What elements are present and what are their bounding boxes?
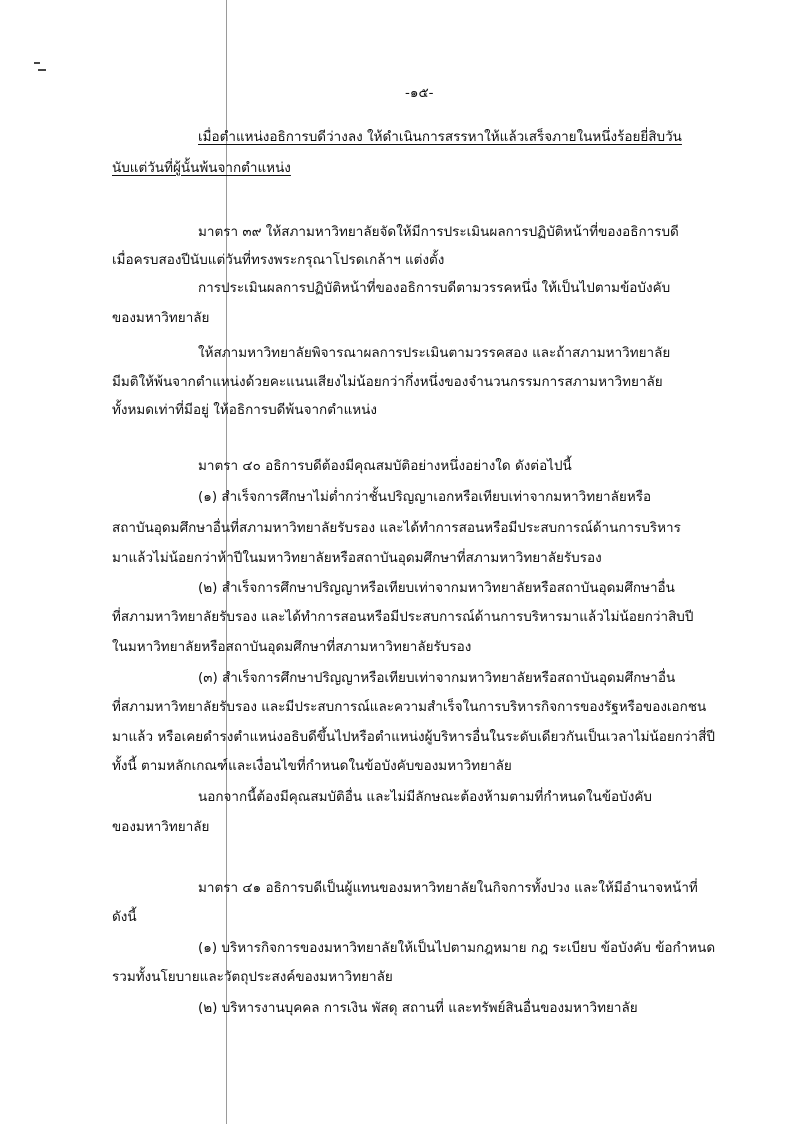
section-39-line: เมื่อครบสองปีนับแต่วันที่ทรงพระกรุณาโปรดเกล้าฯ แต่งตั้ง (112, 252, 445, 268)
section-40-line: ทั้งนี้ ตามหลักเกณฑ์และเงื่อนไขที่กำหนดในข้อบังคับของมหาวิทยาลัย (112, 758, 512, 774)
section-40-line: ที่สภามหาวิทยาลัยรับรอง และได้ทำการสอนหรือมีประสบการณ์ด้านการบริหารมาแล้วไม่น้อยกว่าสิบปี (112, 609, 694, 625)
section-39-line: ของมหาวิทยาลัย (112, 310, 210, 326)
scan-edge-mark (38, 69, 46, 71)
section-41-line: (๒) บริหารงานบุคคล การเงิน พัสดุ สถานที่ และทรัพย์สินอื่นของมหาวิทยาลัย (198, 1000, 638, 1016)
section-40-line: (๓) สำเร็จการศึกษาปริญญาหรือเทียบเท่าจากมหาวิทยาลัยหรือสถาบันอุดมศึกษาอื่น (198, 670, 676, 686)
section-40-line: สถาบันอุดมศึกษาอื่นที่สภามหาวิทยาลัยรับรอง และได้ทำการสอนหรือมีประสบการณ์ด้านการบริหาร (112, 520, 681, 536)
section-40-line: มาแล้วไม่น้อยกว่าห้าปีในมหาวิทยาลัยหรือสถาบันอุดมศึกษาที่สภามหาวิทยาลัยรับรอง (112, 550, 602, 566)
section-40-line: ในมหาวิทยาลัยหรือสถาบันอุดมศึกษาที่สภามหาวิทยาลัยรับรอง (112, 639, 472, 655)
section-40-line: มาแล้ว หรือเคยดำรงตำแหน่งอธิบดีขึ้นไปหรือตำแหน่งผู้บริหารอื่นในระดับเดียวกันเป็นเวลาไม่น้อยกว่าสี่ปี (112, 729, 715, 745)
section-40-line: มาตรา ๔๐ อธิการบดีต้องมีคุณสมบัติอย่างหนึ่งอย่างใด ดังต่อไปนี้ (198, 458, 572, 474)
page-number: -๑๕- (405, 85, 434, 101)
section-40-line: ที่สภามหาวิทยาลัยรับรอง และมีประสบการณ์และความสำเร็จในการบริหารกิจการของรัฐหรือของเอกชน (112, 699, 707, 715)
section-39-line: มีมติให้พ้นจากตำแหน่งด้วยคะแนนเสียงไม่น้อยกว่ากึ่งหนึ่งของจำนวนกรรมการสภามหาวิทยาลัย (112, 374, 663, 390)
section-39-line: ให้สภามหาวิทยาลัยพิจารณาผลการประเมินตามวรรคสอง และถ้าสภามหาวิทยาลัย (198, 345, 671, 361)
heading-line: เมื่อตำแหน่งอธิการบดีว่างลง ให้ดำเนินการสรรหาให้แล้วเสร็จภายในหนึ่งร้อยยี่สิบวัน (198, 129, 682, 145)
section-39-line: มาตรา ๓๙ ให้สภามหาวิทยาลัยจัดให้มีการประเมินผลการปฏิบัติหน้าที่ของอธิการบดี (198, 224, 679, 240)
section-40-line: (๒) สำเร็จการศึกษาปริญญาหรือเทียบเท่าจากมหาวิทยาลัยหรือสถาบันอุดมศึกษาอื่น (198, 580, 675, 596)
section-40-line: (๑) สำเร็จการศึกษาไม่ต่ำกว่าชั้นปริญญาเอกหรือเทียบเท่าจากมหาวิทยาลัยหรือ (198, 489, 652, 505)
section-39-line: ทั้งหมดเท่าที่มีอยู่ ให้อธิการบดีพ้นจากตำแหน่ง (112, 402, 377, 418)
section-40-line: ของมหาวิทยาลัย (112, 819, 210, 835)
heading-line: นับแต่วันที่ผู้นั้นพ้นจากตำแหน่ง (112, 160, 291, 176)
scan-edge-mark (34, 62, 40, 64)
section-41-line: มาตรา ๔๑ อธิการบดีเป็นผู้แทนของมหาวิทยาลัยในกิจการทั้งปวง และให้มีอำนาจหน้าที่ (198, 880, 698, 896)
section-41-line: (๑) บริหารกิจการของมหาวิทยาลัยให้เป็นไปตามกฎหมาย กฎ ระเบียบ ข้อบังคับ ข้อกำหนด (198, 940, 716, 956)
section-41-line: ดังนี้ (112, 909, 137, 925)
section-39-line: การประเมินผลการปฏิบัติหน้าที่ของอธิการบดีตามวรรคหนึ่ง ให้เป็นไปตามข้อบังคับ (198, 280, 671, 296)
section-40-line: นอกจากนี้ต้องมีคุณสมบัติอื่น และไม่มีลักษณะต้องห้ามตามที่กำหนดในข้อบังคับ (198, 789, 652, 805)
section-41-line: รวมทั้งนโยบายและวัตถุประสงค์ของมหาวิทยาลัย (112, 969, 393, 985)
